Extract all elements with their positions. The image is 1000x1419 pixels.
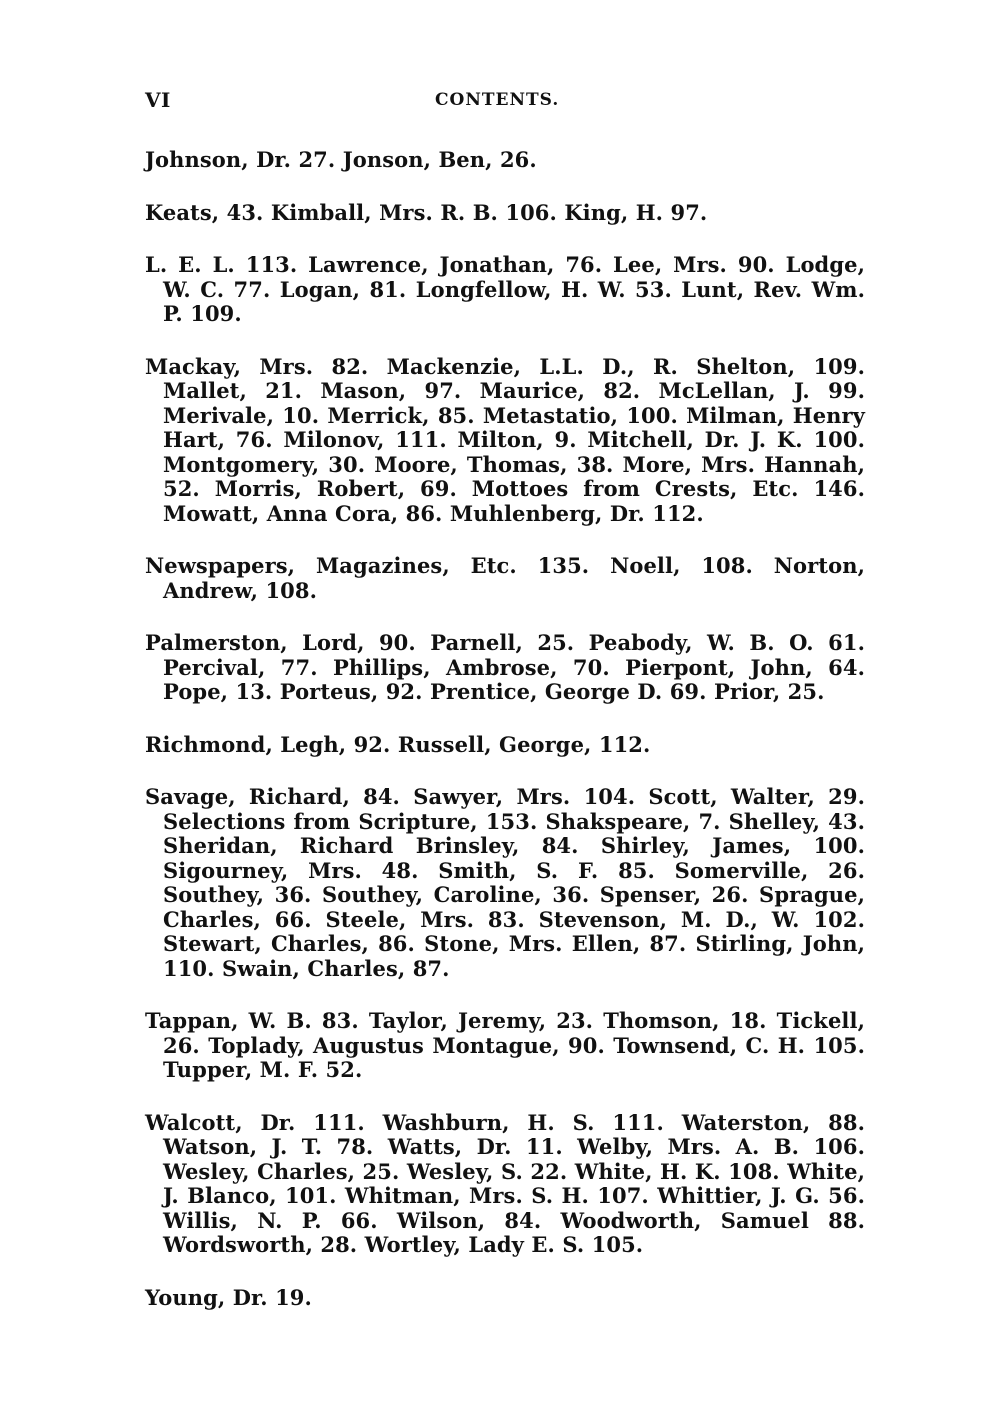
running-head: CONTENTS. (435, 90, 560, 110)
index-group-m: Mackay, Mrs. 82. Mackenzie, L.L. D., R. Shelton, 109. Mallet, 21. Mason, 97. Maurice, 82. McLellan, J. 99. Merivale, 10. Merrick, 85. Metastatio, 100. Milman, Henry Hart, 76. Milonov, 111. Milton, 9. Mitchell, Dr. J. K. 100. Montgomery, 30. Moore, Thomas, 38. More, Mrs. Hannah, 52. Morris, Robert, 69. Mottoes from Crests, Etc. 146. Mowatt, Anna Cora, 86. Muhlenberg, Dr. 112. (145, 353, 865, 526)
index-group-l: L. E. L. 113. Lawrence, Jonathan, 76. Lee, Mrs. 90. Lodge, W. C. 77. Logan, 81. Longfellow, H. W. 53. Lunt, Rev. Wm. P. 109. (145, 252, 865, 326)
index-group-k: Keats, 43. Kimball, Mrs. R. B. 106. King, H. 97. (145, 199, 708, 225)
index-group-r: Richmond, Legh, 92. Russell, George, 112. (145, 731, 651, 757)
index-group-w: Walcott, Dr. 111. Washburn, H. S. 111. Waterston, 88. Watson, J. T. 78. Watts, Dr. 11. Welby, Mrs. A. B. 106. Wesley, Charles, 25. Wesley, S. 22. White, H. K. 108. White, J. Blanco, 101. Whitman, Mrs. S. H. 107. Whittier, J. G. 56. Willis, N. P. 66. Wilson, 84. Woodworth, Samuel 88. Wordsworth, 28. Wortley, Lady E. S. 105. (145, 1109, 865, 1257)
index-group-n: Newspapers, Magazines, Etc. 135. Noell, 108. Norton, Andrew, 108. (145, 553, 865, 603)
page-header (145, 88, 865, 116)
index-group-p: Palmerston, Lord, 90. Parnell, 25. Peabody, W. B. O. 61. Percival, 77. Phillips, Ambrose, 70. Pierpont, John, 64. Pope, 13. Porteus, 92. Prentice, George D. 69. Prior, 25. (145, 630, 865, 704)
index-group-y: Young, Dr. 19. (145, 1284, 312, 1310)
index-group-j: Johnson, Dr. 27. Jonson, Ben, 26. (145, 147, 537, 172)
index-group-s: Savage, Richard, 84. Sawyer, Mrs. 104. Scott, Walter, 29. Selections from Scripture, 153. Shakspeare, 7. Shelley, 43. Sheridan, Richard Brinsley, 84. Shirley, James, 100. Sigourney, Mrs. 48. Smith, S. F. 85. Somerville, 26. Southey, 36. Southey, Caroline, 36. Spenser, 26. Sprague, Charles, 66. Steele, Mrs. 83. Stevenson, M. D., W. 102. Stewart, Charles, 86. Stone, Mrs. Ellen, 87. Stirling, John, 110. Swain, Charles, 87. (145, 784, 865, 981)
page-number: VI (145, 88, 171, 112)
contents-index (145, 148, 865, 1338)
index-group-t: Tappan, W. B. 83. Taylor, Jeremy, 23. Thomson, 18. Tickell, 26. Toplady, Augustus Montague, 90. Townsend, C. H. 105. Tupper, M. F. 52. (145, 1008, 865, 1082)
